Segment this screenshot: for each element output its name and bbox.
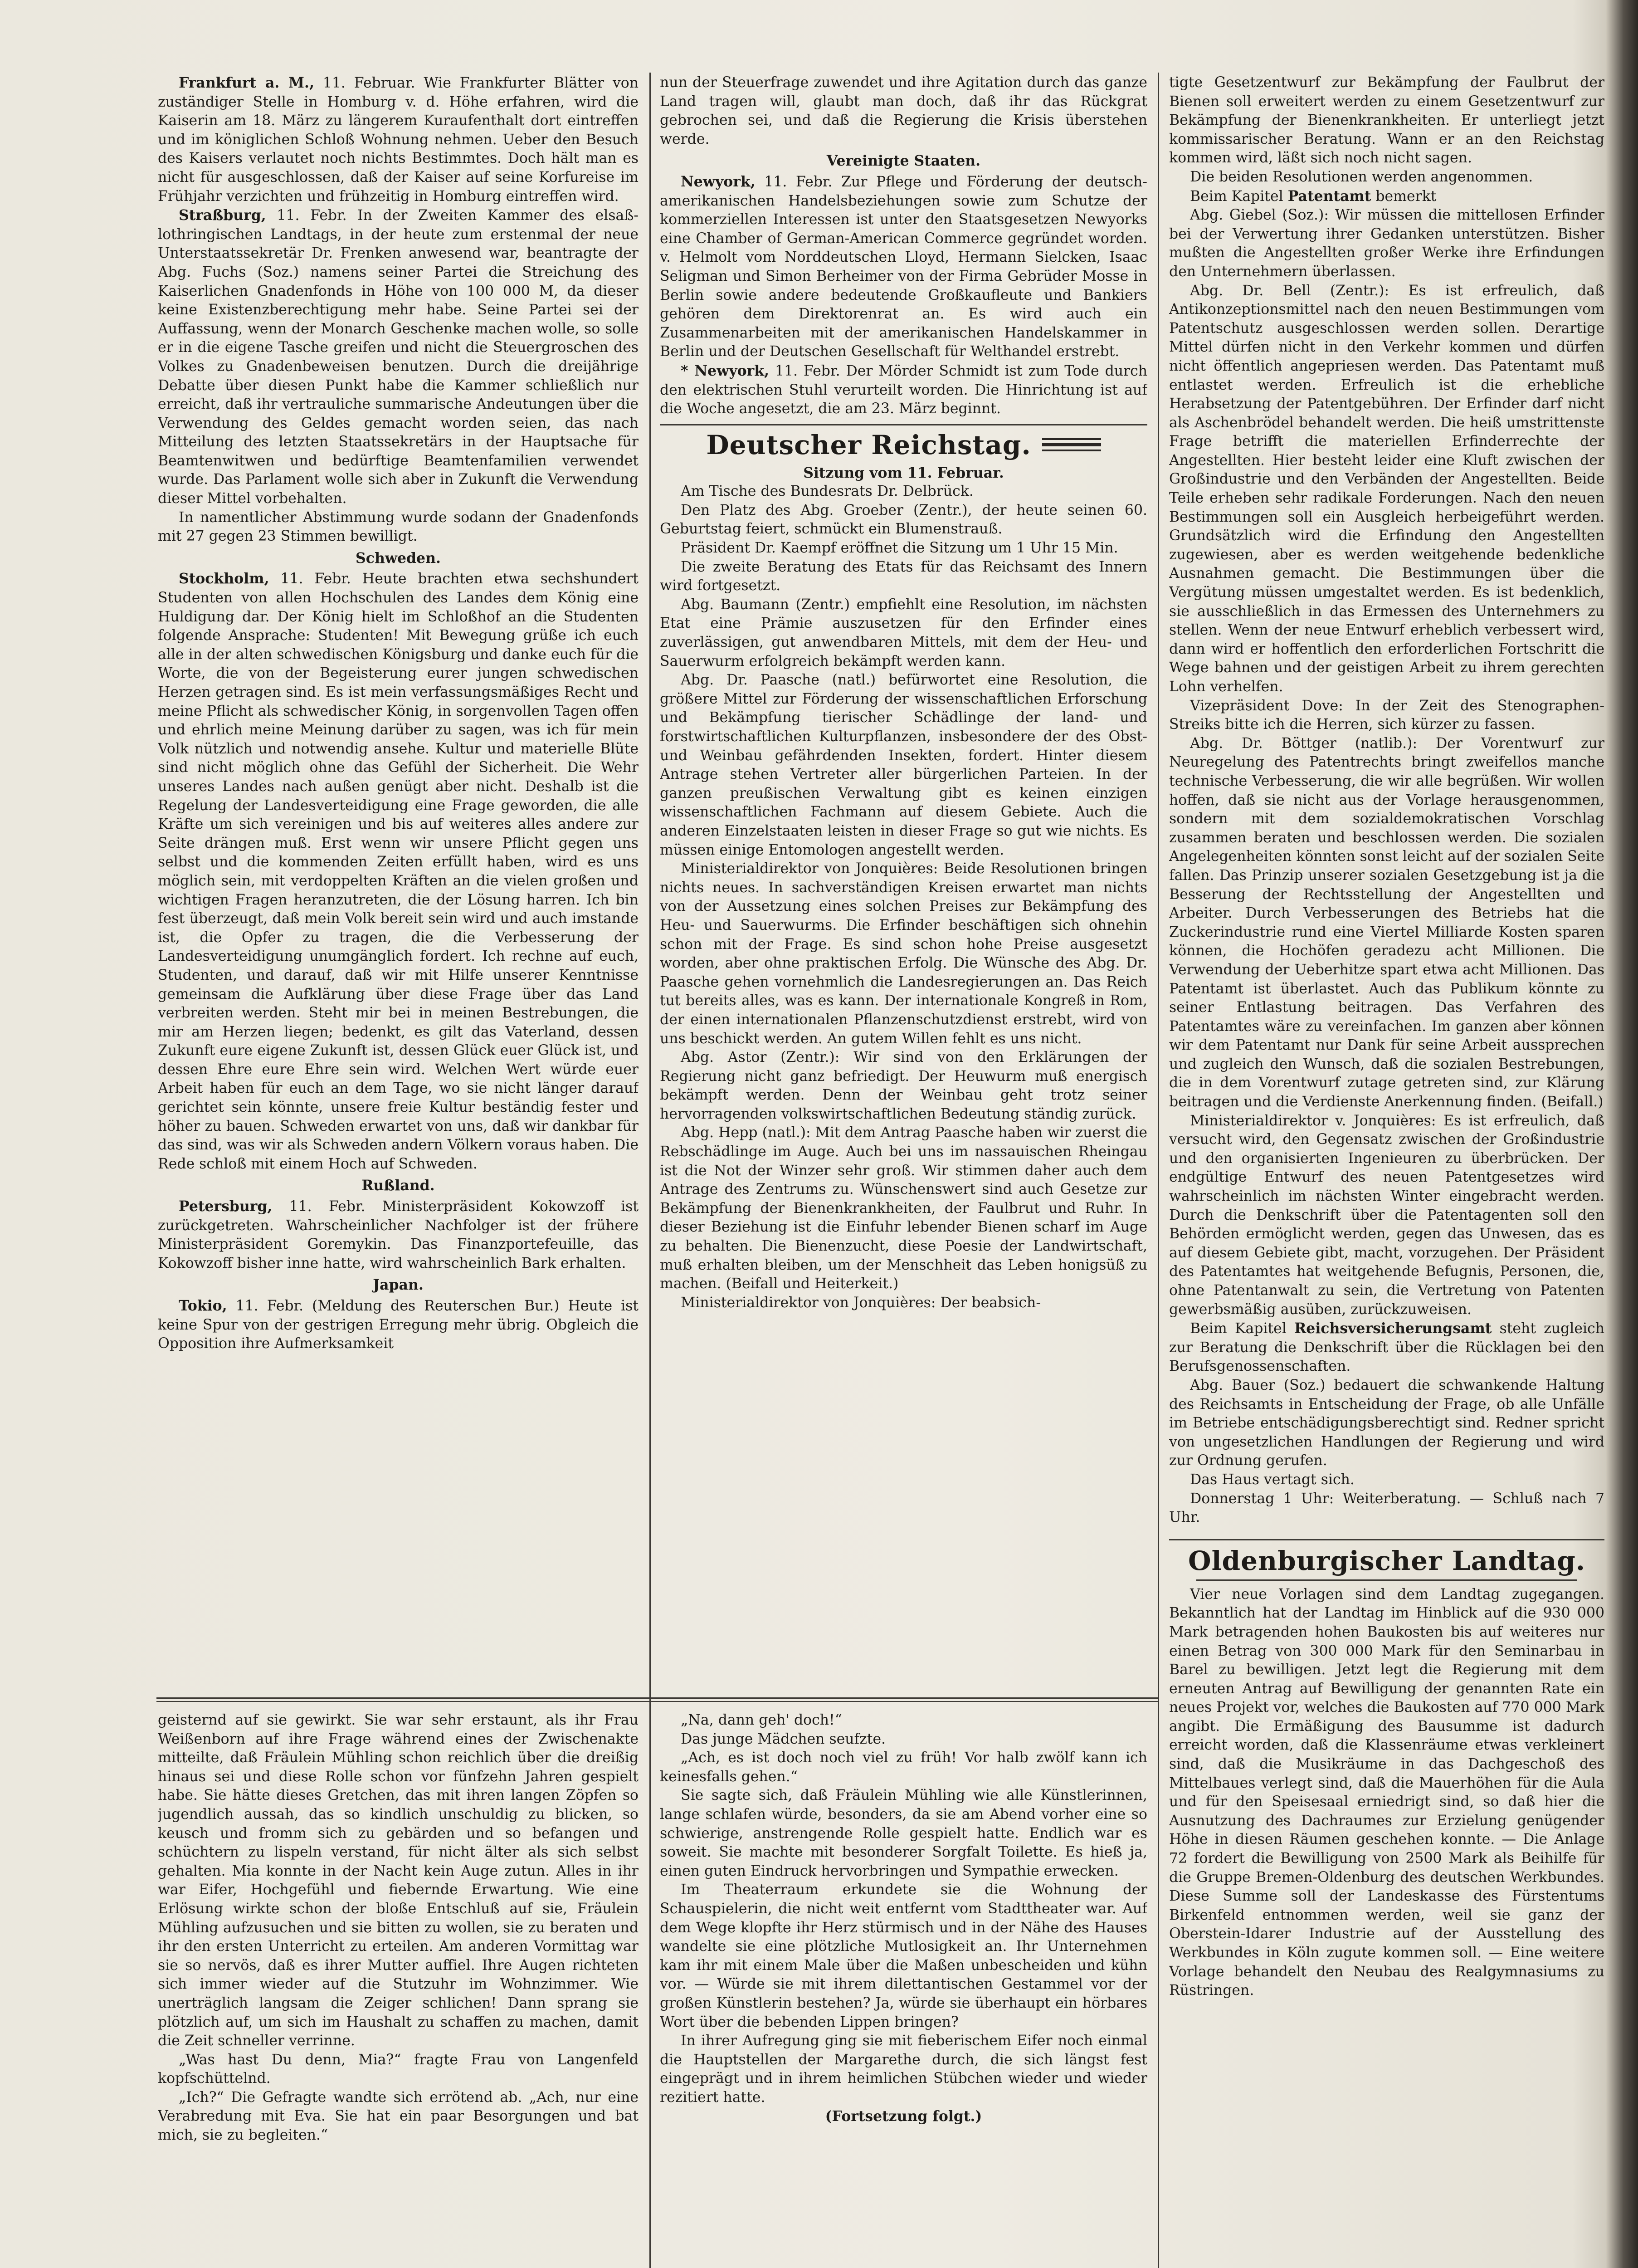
feuilleton-mid-para-3: In ihrer Aufregung ging sie mit fieberischem Eifer noch einmal die Hauptstellen der Margarethe durch, die sich längst fest eingeprägt und in ihrem heimlichen Stübchen wieder und wieder rezitiert hatte. (660, 2033, 1147, 2106)
feuilleton-mid-quote-2: Das junge Mädchen seufzte. (681, 1730, 886, 1747)
article-stockholm: Stockholm, 11. Febr. Heute brachten etwa sechshundert Studenten von allen Hochschulen des Landes dem König eine Huldigung dar. Der König hielt im Schloßhof an die Studenten folgende Ansprache: Studenten! Mit Bewegung grüße ich euch alle in der alten schwedischen Königsburg und danke euch für die Worte, die von der Begeisterung eurer jungen schwedischen Herzen getragen sind. Es ist mein verfassungsmäßiges Recht und meine Pflicht als schwedischer König, in sorgenvollen Tagen offen und ehrlich meine Meinung darüber zu sagen, was ich für mein Volk nützlich und notwendig ansehe. Kultur und materielle Blüte sind nicht möglich ohne das Gefühl der Sicherheit. Die Wehr unseres Landes nach außen genügt aber nicht. Deshalb ist die Regelung der Landesverteidigung eine Frage geworden, die alle Kräfte um sich vereinigen und bis auf weiteres alles andere zur Seite drängen muß. Erst wenn wir unsere Pflicht gegen uns selbst und die kommenden Zeiten erfüllt haben, wird es uns möglich sein, mit verdoppelten Kräften an die vielen großen und wichtigen Fragen heranzutreten, die der Lösung harren. Ich bin fest überzeugt, daß mein Volk bereit sein wird und auch imstande ist, die Opfer zu tragen, die die Verbesserung der Landesverteidigung unumgänglich fordert. Ich rechne auf euch, Studenten, und darauf, daß wir mit Hilfe unserer Kenntnisse gemeinsam die Aufklärung über diese Frage über das Land verbreiten werden. Steht mir bei in meinen Bestrebungen, die mir am Herzen liegen; bedenkt, es gilt das Vaterland, dessen Zukunft eure eigene Zukunft ist, dessen Glück euer Glück ist, und dessen Ehre eure Ehre sein wird. Welchen Wert würde euer Arbeit haben für euch an dem Tage, wo sie nicht länger darauf gerichtet sein könnte, unsere freie Kultur beständig fester und höher zu bauen. Schweden erwartet von uns, daß wir dankbar für das sind, was wir als Schweden andern Völkern voraus haben. Die Rede schloß mit einem Hoch auf Schweden. (158, 570, 639, 1172)
reichstag-cont-para-5: Abg. Dr. Bell (Zentr.): Es ist erfreulich, daß Antikonzeptionsmittel nach den neuen Bestimmungen vom Patentschutz ausgeschlossen werden sollen. Derartige Mittel dürfen nicht in den Verkehr kommen und dürfen nicht öffentlich angepriesen werden. Das Patentamt muß entlastet werden. Erfreulich ist die erhebliche Herabsetzung der Patentgebühren. Der Erfinder darf nicht als Aschenbrödel behandelt werden. Die heiß umstrittenste Frage betrifft die materiellen Erfinderrechte der Angestellten. Hier besteht leider eine Kluft zwischen der Großindustrie und den Verbänden der Angestellten. Beide Teile erheben sehr radikale Forderungen. Nach den neuen Bestimmungen soll ein Ausgleich herbeigeführt werden. Grundsätzlich wird die Erfindung den Angestellten zugewiesen, aber es werden weitgehende bedenkliche Ausnahmen gemacht. Die Bestimmungen über die Vergütung müssen umgestaltet werden. Es ist bedenklich, sie ausschließlich in das Ermessen des Unternehmers zu stellen. Wenn der neue Entwurf erheblich verbessert wird, dann wird er hoffentlich den erforderlichen Fortschritt die Wege bahnen und der geistigen Arbeit zu ihrem gerechten Lohn verhelfen. (1169, 282, 1604, 695)
dateline-tokio: Tokio, (179, 1297, 227, 1314)
article-strassburg-vote: In namentlicher Abstimmung wurde sodann der Gnadenfonds mit 27 gegen 23 Stimmen bewilligt. (158, 509, 639, 545)
reichstag-para-3: Präsident Dr. Kaempf eröffnet die Sitzung um 1 Uhr 15 Min. (681, 540, 1118, 557)
reichstag-para-6: Abg. Dr. Paasche (natl.) befürwortet eine Resolution, die größere Mittel zur Förderung der wissenschaftlichen Erforschung und Bekämpfung tierischer Schädlinge der land- und forstwirtschaftlichen Kulturpflanzen, insbesondere der des Obst- und Weinbau gefährdenden Insekten, fordert. Hinter diesem Antrage stehen Vertreter aller bürgerlichen Parteien. In der ganzen preußischen Verwaltung gibt es keinen einzigen wissenschaftlichen Fachmann auf diesem Gebiete. Auch die anderen Einzelstaaten leisten in dieser Frage so gut wie nichts. Es müssen einige Entomologen angestellt werden. (660, 672, 1147, 858)
article-frankfurt: Frankfurt a. M., 11. Februar. Wie Frankfurter Blätter von zuständiger Stelle in Homburg v. d. Höhe erfahren, wird die Kaiserin am 18. März zu längerem Kuraufenthalt dort eintreffen und im königlichen Schloß Wohnung nehmen. Ueber den Besuch des Kaisers verlautet noch nichts Bestimmtes. Doch hält man es nicht für ausgeschlossen, daß der Kaiser auf seine Korfureise im Frühjahr verzichten und frühzeitig in Homburg eintreffen wird. (158, 74, 639, 205)
reichstag-cont-para-4: Abg. Giebel (Soz.): Wir müssen die mittellosen Erfinder bei der Verwertung ihrer Gedanken unterstützen. Bisher mußten die Angestellten großer Werke ihre Erfindungen den Unternehmern überlassen. (1169, 207, 1604, 280)
reichstag-cont-para-2: Die beiden Resolutionen werden angenommen. (1190, 168, 1533, 185)
oldenburg-title: Oldenburgischer Landtag. (1188, 1545, 1586, 1576)
oldenburg-para-1: Vier neue Vorlagen sind dem Landtag zugegangen. Bekanntlich hat der Landtag im Hinblick auf die 930 000 Mark betragenden hohen Baukosten bis auf weiteres nur einen Betrag von 300 000 Mark für den Seminarbau in Barel zu bewilligen. Jetzt legt die Regierung mit dem erneuten Antrag auf Bewilligung der genannten Rate ein neues Projekt vor, welches die Baukosten auf 770 000 Mark angibt. Die Ermäßigung des Bausumme ist dadurch erreicht worden, daß die Klassenräume etwas verkleinert sind, daß die Musikräume in das Dachgeschoß des Mittelbaues verlegt sind, daß die Mauerhöhen für die Aula und für den Speisesaal erniedrigt sind, so daß hier die Ausnutzung des Dachraumes zur Erzielung genügender Höhe in diesen Räumen geschehen konnte. — Die Anlage 72 fordert die Bewilligung von 2500 Mark als Beihilfe für die Gruppe Bremen-Oldenburg des deutschen Werkbundes. Diese Summe soll der Landeskasse des Fürstentums Birkenfeld entnommen werden, weil sie ganz der Oberstein-Idarer Industrie auf der Ausstellung des Werkbundes in Köln zugute kommen soll. — Eine weitere Vorlage behandelt den Neubau des Realgymnasiums zu Rüstringen. (1169, 1586, 1604, 1999)
article-tokio: Tokio, 11. Febr. (Meldung des Reuterschen Bur.) Heute ist keine Spur von der gestrigen Erregung mehr übrig. Obgleich die Opposition ihre Aufmerksamkeit (158, 1297, 639, 1352)
feuilleton-mid-para-1: Sie sagte sich, daß Fräulein Mühling wie alle Künstlerinnen, lange schlafen würde, besonders, da sie am Abend vorher eine so schwierige, anstrengende Rolle gespielt hatte. Endlich war es soweit. Sie machte mit besonderer Sorgfalt Toilette. Es hieß ja, einen guten Eindruck hervorbringen und Sympathie erwecken. (660, 1787, 1147, 1879)
column-divider-1 (649, 73, 651, 2268)
reichstag-title-block (660, 429, 1147, 461)
feuilleton-mid-quote-1: „Na, dann geh' doch!“ (681, 1712, 842, 1728)
reichstag-para-5: Abg. Baumann (Zentr.) empfiehlt eine Resolution, im nächsten Etat eine Prämie auszusetzen für den Erfinder eines zuverlässigen, gut anwendbaren Mittels, mit dem der Heu- und Sauerwurm erfolgreich bekämpft werden kann. (660, 596, 1147, 670)
feuilleton-mid (660, 1711, 1147, 2268)
reichstag-cont-para-6: Vizepräsident Dove: In der Zeit des Stenographen-Streiks bitte ich die Herren, sich kürzer zu fassen. (1169, 697, 1604, 733)
section-heading-japan: Japan. (373, 1276, 424, 1294)
column-3 (1169, 73, 1604, 2268)
reichstag-cont-para-9: Beim Kapitel Reichsversicherungsamt steht zugleich zur Beratung die Denkschrift über die Rücklagen bei den Berufsgenossenschaften. (1169, 1320, 1604, 1375)
article-newyork-1: Newyork, 11. Febr. Zur Pflege und Förderung der deutsch-amerikanischen Handelsbeziehungen sowie zum Schutze der kommerziellen Interessen ist unter den Staatsgesetzen Newyorks eine Chamber of German-American Commerce gegründet worden. v. Helmolt vom Norddeutschen Lloyd, Hermann Sielcken, Isaac Seligman und Simon Berheimer von der Firma Gebrüder Mosse in Berlin sowie andere bedeutende Großkaufleute und Bankiers gehören dem Direktorenrat an. Es wird auch ein Zusammenarbeiten mit der amerikanischen Handelskammer in Berlin und der Deutschen Gesellschaft für Welthandel erstrebt. (660, 173, 1147, 360)
feuilleton-left (158, 1711, 639, 2268)
reichstag-cont-para-11: Das Haus vertagt sich. (1190, 1471, 1355, 1488)
reichstag-para-7: Ministerialdirektor von Jonquières: Beide Resolutionen bringen nichts neues. In sachverständigen Kreisen erwartet man nichts von der Aussetzung eines solchen Preises zur Bekämpfung des Heu- und Sauerwurms. Die Erfinder beschäftigen sich ohnehin schon mit der Frage. Es sind schon hohe Preise ausgesetzt worden, aber ohne praktischen Erfolg. Die Wünsche des Abg. Dr. Paasche gehen vornehmlich die Landesregierungen an. Das Reich tut bereits alles, was es kann. Der internationale Kongreß in Rom, der einen internationalen Pflanzenschutzdienst erstrebt, wird von uns beschickt werden. An gutem Willen fehlt es uns nicht. (660, 860, 1147, 1047)
reichstag-cont-para-8: Ministerialdirektor v. Jonquières: Es ist erfreulich, daß versucht wird, den Gegensatz zwischen der Großindustrie und den organisierten Ingenieuren zu überbrücken. Der endgültige Entwurf des neuen Patentgesetzes wird wahrscheinlich im nächsten Winter eingebracht werden. Durch die Denkschrift über die Patentagenten soll den Behörden ermöglicht werden, gegen das Unwesen, das es auf diesem Gebiete gibt, macht, vorzugehen. Der Präsident des Patentamtes hat weitgehende Befugnis, Personen, die, ohne Patentanwalt zu sein, die Vertretung von Patenten gewerbsmäßig ausüben, zurückzuweisen. (1169, 1112, 1604, 1318)
article-strassburg: Straßburg, 11. Febr. In der Zweiten Kammer des elsaß-lothringischen Landtags, in der heute zum erstenmal der neue Unterstaatssekretär Dr. Frenken anwesend war, beantragte der Abg. Fuchs (Soz.) namens seiner Partei die Streichung des Kaiserlichen Gnadenfonds in Höhe von 100 000 M, da dieser keine Existenzberechtigung mehr habe. Seine Partei sei der Auffassung, wenn der Monarch Geschenke machen wolle, so solle er in die eigene Tasche greifen und nicht die Steuergroschen des Volkes zu Gnadenbeweisen benutzen. Durch die dreijährige Debatte über diesen Punkt habe die Kammer schließlich nur erreicht, daß ihr vertrauliche summarische Andeutungen über die Verwendung des Geldes gemacht worden seien, das nach Mitteilung des letzten Staatssekretärs in der Hauptsache für Beamtenwitwen und bedürftige Beamtenfamilien verwendet wurde. Das Parlament wolle sich aber in Zukunft die Verwendung dieser Mittel vorbehalten. (158, 207, 639, 507)
article-petersburg: Petersburg, 11. Febr. Ministerpräsident Kokowzoff ist zurückgetreten. Wahrscheinlicher Nachfolger ist der frühere Ministerpräsident Goremykin. Das Finanzportefeuille, das Kokowzoff bisher inne hatte, wird wahrscheinlich Bark erhalten. (158, 1198, 639, 1271)
reichstag-para-2: Den Platz des Abg. Groeber (Zentr.), der heute seinen 60. Geburtstag feiert, schmückt ein Blumenstrauß. (660, 502, 1147, 538)
dateline-newyork-1: Newyork, (681, 173, 756, 190)
rule-oldenburg-top (1169, 1539, 1604, 1540)
reichstag-para-4: Die zweite Beratung des Etats für das Reichsamt des Innern wird fortgesetzt. (660, 558, 1147, 594)
feuilleton-divider-secondary (156, 1701, 1159, 1702)
dateline-stockholm: Stockholm, (179, 570, 269, 587)
dateline-frankfurt: Frankfurt a. M., (179, 74, 314, 91)
section-heading-vereinigte-staaten: Vereinigte Staaten. (826, 152, 981, 170)
column-1 (158, 73, 639, 1688)
dateline-newyork-2: * Newyork, (681, 362, 770, 379)
article-japan-continued: nun der Steuerfrage zuwendet und ihre Agitation durch das ganze Land tragen will, glaubt man doch, daß ihr das Rückgrat gebrochen sei, und daß die Regierung die Krisis überstehen werde. (660, 74, 1147, 147)
article-newyork-2: * Newyork, 11. Febr. Der Mörder Schmidt ist zum Tode durch den elektrischen Stuhl verurteilt worden. Die Hinrichtung ist auf die Woche angesetzt, die am 23. März beginnt. (660, 362, 1147, 417)
feuilleton-mid-quote-3: „Ach, es ist doch noch viel zu früh! Vor halb zwölf kann ich keinesfalls gehen.“ (660, 1750, 1147, 1785)
reichstag-para-10: Ministerialdirektor von Jonquières: Der beabsich- (681, 1294, 1041, 1311)
feuilleton-divider (156, 1697, 1159, 1699)
reichstag-para-9: Abg. Hepp (natl.): Mit dem Antrag Paasche haben wir zuerst die Rebschädlinge im Auge. Auch bei uns im nassauischen Rheingau ist die Not der Winzer sehr groß. Wir stimmen daher auch dem Antrage des Zentrums zu. Wünschenswert sind auch Gesetze zur Bekämpfung der Bienenkrankheiten, der Faulbrut und Ruhr. In dieser Beziehung ist die Einfuhr lebender Bienen scharf im Auge zu behalten. Die Bienenzucht, diese Poesie der Landwirtschaft, muß erhalten bleiben, um der Menschheit das Leben honigsüß zu machen. (Beifall und Heiterkeit.) (660, 1124, 1147, 1292)
reichstag-cont-para-7: Abg. Dr. Böttger (natlib.): Der Vorentwurf zur Neuregelung des Patentrechts bringt zweifellos manche technische Verbesserung, die wir alle begrüßen. Wir wollen hoffen, daß sie nicht aus der Vorlage herausgenommen, sondern mit dem sozialdemokratischen Vorschlag zusammen beraten und beschlossen werden. Die sozialen Angelegenheiten könnten sonst leicht auf der sozialen Seite fallen. Das Prinzip unserer sozialen Gesetzgebung ist ja die Besserung der Rechtsstellung der Angestellten und Arbeiter. Durch Verbesserungen des Betriebs hat die Zuckerindustrie rund eine Viertel Milliarde Kosten sparen können, die Hochöfen geradezu acht Millionen. Die Verwendung der Ueberhitze spart etwa acht Millionen. Das Patentamt ist überlastet. Auch das Publikum könnte zu seiner Entlastung beitragen. Das Verfahren des Patentamtes wäre zu vereinfachen. Im ganzen aber können wir dem Patentamt nur Dank für seine Arbeit aussprechen und zugleich den Wunsch, daß die sozialen Bestrebungen, die in dem Vorentwurf zutage getreten sind, zur Klärung beitragen und die Verdienste Anerkennung finden. (Beifall.) (1169, 735, 1604, 1110)
reichstag-title-ornament (1042, 435, 1101, 455)
section-heading-schweden: Schweden. (356, 549, 441, 567)
reichstag-cont-para-10: Abg. Bauer (Soz.) bedauert die schwankende Haltung des Reichsamts in Entscheidung der Frage, ob alle Unfälle im Betriebe entschädigungsberechtigt sind. Redner spricht von ungesetzlichen Handlungen der Regierung und wird zur Ordnung gerufen. (1169, 1377, 1604, 1469)
reichstag-para-8: Abg. Astor (Zentr.): Wir sind von den Erklärungen der Regierung nicht ganz befriedigt. Der Heuwurm muß energisch bekämpft werden. Denn der Weinbau geht trotz seiner hervorragenden volkswirtschaftlichen Bedeutung ständig zurück. (660, 1049, 1147, 1122)
dateline-strassburg: Straßburg, (179, 207, 266, 224)
column-2 (660, 73, 1147, 1688)
reichstag-cont-para-3: Beim Kapitel Patentamt bemerkt (1190, 187, 1437, 205)
feuilleton-left-quote-1: „Was hast Du denn, Mia?“ fragte Frau von Langenfeld kopfschüttelnd. (158, 2051, 639, 2087)
feuilleton-continuation-note: (Fortsetzung folgt.) (825, 2108, 982, 2125)
dateline-petersburg: Petersburg, (179, 1198, 273, 1215)
feuilleton-left-text: geisternd auf sie gewirkt. Sie war sehr erstaunt, als ihr Frau Weißenborn auf ihre Frage während eines der Zwischenakte mitteilte, daß Fräulein Mühling schon reichlich über die dreißig hinaus sei und diese Rolle schon vor fünfzehn Jahren gespielt habe. Sie hätte dieses Gretchen, das mit ihren langen Zöpfen so jugendlich aussah, das so kindlich unschuldig zu blicken, so keusch und fromm sich zu gebärden und so befangen und schüchtern zu lispeln verstand, für nicht älter als sich selbst gehalten. Mia konnte in der Nacht kein Auge zutun. Alles in ihr war Eifer, Hochgefühl und fiebernde Erwartung. Wie eine Erlösung wirkte schon der bloße Entschluß auf sie, Fräulein Mühling aufzusuchen und sie bitten zu wollen, sie zu beraten und ihr den ersten Unterricht zu erteilen. Am anderen Vormittag war sie so nervös, daß es ihrer Mutter auffiel. Ihre Augen richteten sich immer wieder auf die Stutzuhr im Wohnzimmer. Wie unerträglich langsam die Zeiger schlichen! Dann sprang sie plötzlich auf, um sich im Haushalt zu schaffen zu machen, damit die Zeit schneller verrinne. (158, 1712, 639, 2049)
reichstag-title: Deutscher Reichstag. (706, 429, 1031, 460)
rule-oldenburg-title (1196, 1579, 1577, 1581)
rule-reichstag-top (660, 424, 1147, 425)
feuilleton-left-quote-2: „Ich?“ Die Gefragte wandte sich errötend ab. „Ach, nur eine Verabredung mit Eva. Sie hat ein paar Besorgungen und bat mich, sie zu begleiten.“ (158, 2089, 639, 2144)
feuilleton-mid-para-2: Im Theaterraum erkundete sie die Wohnung der Schauspielerin, die nicht weit entfernt vom Stadttheater war. Auf dem Wege klopfte ihr Herz stürmisch und in der Nähe des Hauses wandelte sie eine plötzliche Mutlosigkeit an. Ihr Unternehmen kam ihr mit einem Male über die Maßen unbescheiden und kühn vor. — Würde sie mit ihrem dilettantischen Gestammel vor der großen Künstlerin bestehen? Ja, würde sie überhaupt ein hörbares Wort über die bebenden Lippen bringen? (660, 1882, 1147, 2030)
column-divider-2 (1158, 73, 1159, 2268)
reichstag-cont-para-1: tigte Gesetzentwurf zur Bekämpfung der Faulbrut der Bienen soll erweitert werden zu einem Gesetzentwurf zur Bekämpfung der Bienenkrankheiten. Er unterliegt jetzt kommissarischer Beratung. Wann er an den Reichstag kommen wird, läßt sich noch nicht sagen. (1169, 74, 1604, 166)
reichstag-cont-para-12: Donnerstag 1 Uhr: Weiterberatung. — Schluß nach 7 Uhr. (1169, 1490, 1604, 1526)
section-heading-russland: Rußland. (361, 1177, 435, 1194)
reichstag-session-date: Sitzung vom 11. Februar. (803, 464, 1004, 481)
page-edge-shadow (1606, 0, 1638, 2268)
reichstag-para-1: Am Tische des Bundesrats Dr. Delbrück. (681, 483, 974, 500)
